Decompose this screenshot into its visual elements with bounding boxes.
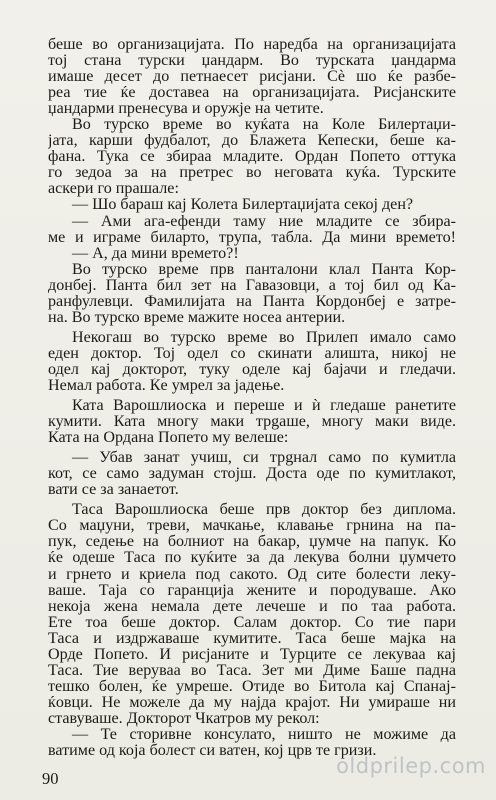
text-line: тој стана турски џандарм. Во турската џандарма [48,53,456,70]
text-line: ранфулевци. Фамилијата на Панта Кордонбеј е затре- [48,293,456,310]
text-line: Во турско време во куќата на Коле Билертаџи- [72,117,456,134]
text-line: Во турско време прв панталони клал Панта Кор- [72,261,456,278]
text-line: кумити. Ката многу маки трgаше, многу маки виде. [48,414,456,431]
text-line: Некогаш во турско време во Прилеп имало само [72,329,456,346]
text-line: ватиме од која болест си ватен, кој црв те гризи. [48,743,377,760]
page-text [48,37,456,759]
text-line: на. Во турско време мажите носеа антерии. [48,309,346,326]
text-line: еден доктор. Тој одел со скинати алишта, никој не [48,345,456,362]
text-line: донбеј. Панта бил зет на Гавазовци, а тој бил од Ка- [48,277,456,294]
text-line: и грнето и криела под сакото. Од сите болести леку- [48,566,456,583]
text-line: пук, седење на болниот на бакар, џумче на папук. Ко [48,534,456,551]
text-line: аскери го прашале: [48,181,179,198]
text-line: Ете тоа беше доктор. Салам доктор. Со тие пари [48,614,456,631]
text-line: Таса Варошлиоска беше прв доктор без диплома. [72,502,456,519]
text-line: јата, карши фудбалот, до Блажета Кепески, беше ка- [48,133,456,150]
text-line: Ката Варошлиоска и переше и ѝ гледаше ранетите [72,398,456,415]
text-line: Со маџуни, треви, мачкање, клавање грнина на па- [48,518,456,535]
text-line: Таса. Тие веруваа во Таса. Зет ми Диме Баше падна [48,662,456,679]
text-line: — Убав занат учиш, си трgнал само по кумитла [72,450,456,467]
text-line: беше во организацијата. По наредба на организацијата [48,37,456,53]
text-line: — Ами ага-ефенди таму ние младите се збира- [72,213,456,230]
text-line: одел кај докторот, туку оделе кај бајачи и гледачи. [48,361,456,378]
text-line: Ката на Ордана Попето му велеше: [48,430,289,447]
watermark: oldprilep.com [336,754,486,778]
text-line: — Те сторивне консулато, ништо не можиме да [72,726,456,743]
page-number: 90 [42,769,59,788]
text-line: ме и играме биларто, трупа, табла. Да мини времето! [48,229,456,246]
text-line: ставуваше. Докторот Чкатров му рекол: [48,710,320,727]
text-line: — Шо бараш кај Колета Билертаџијата секој ден? [72,197,414,214]
text-line: — А, да мини времето?! [72,245,239,262]
text-line: Немал работа. Ќе умрел за јадење. [48,377,285,394]
text-line: ваше. Таја со гаранција жените и породуваше. Ако [48,582,456,599]
text-line: фана. Тука се збираа младите. Ордан Попето оттука [48,149,456,166]
text-line: ќе одеше Таса по куќите за да лекува болни џумчето [48,550,456,567]
text-line: Орде Попето. И рисјаните и Турците се лекуваа кај [48,646,456,663]
text-line: имаше десет до петнаесет рисјани. Сè шо ќе разбе- [48,69,456,86]
text-line: џандарми пренесува и оружје на четите. [48,101,324,118]
text-line: кот, се само задуман стојш. Доста оде по кумитлакот, [48,466,456,483]
text-line: тешко болен, ќе умреше. Отиде во Битола кај Спанај- [48,678,456,695]
text-line: реа тие ќе доставеа на организацијата. Рисјанските [48,85,456,102]
text-line: некоја жена немала дете лечеше и по таа работа. [48,598,456,615]
text-line: го зедоа за на претрес во неговата куќа. Турските [48,165,456,182]
text-line: Таса и издржаваше кумитите. Таса беше мајка на [48,630,456,647]
text-line: ќовци. Не можеле да му најда крајот. Ни умираше ни [48,694,456,711]
text-line: вати се за занаетот. [48,482,179,499]
